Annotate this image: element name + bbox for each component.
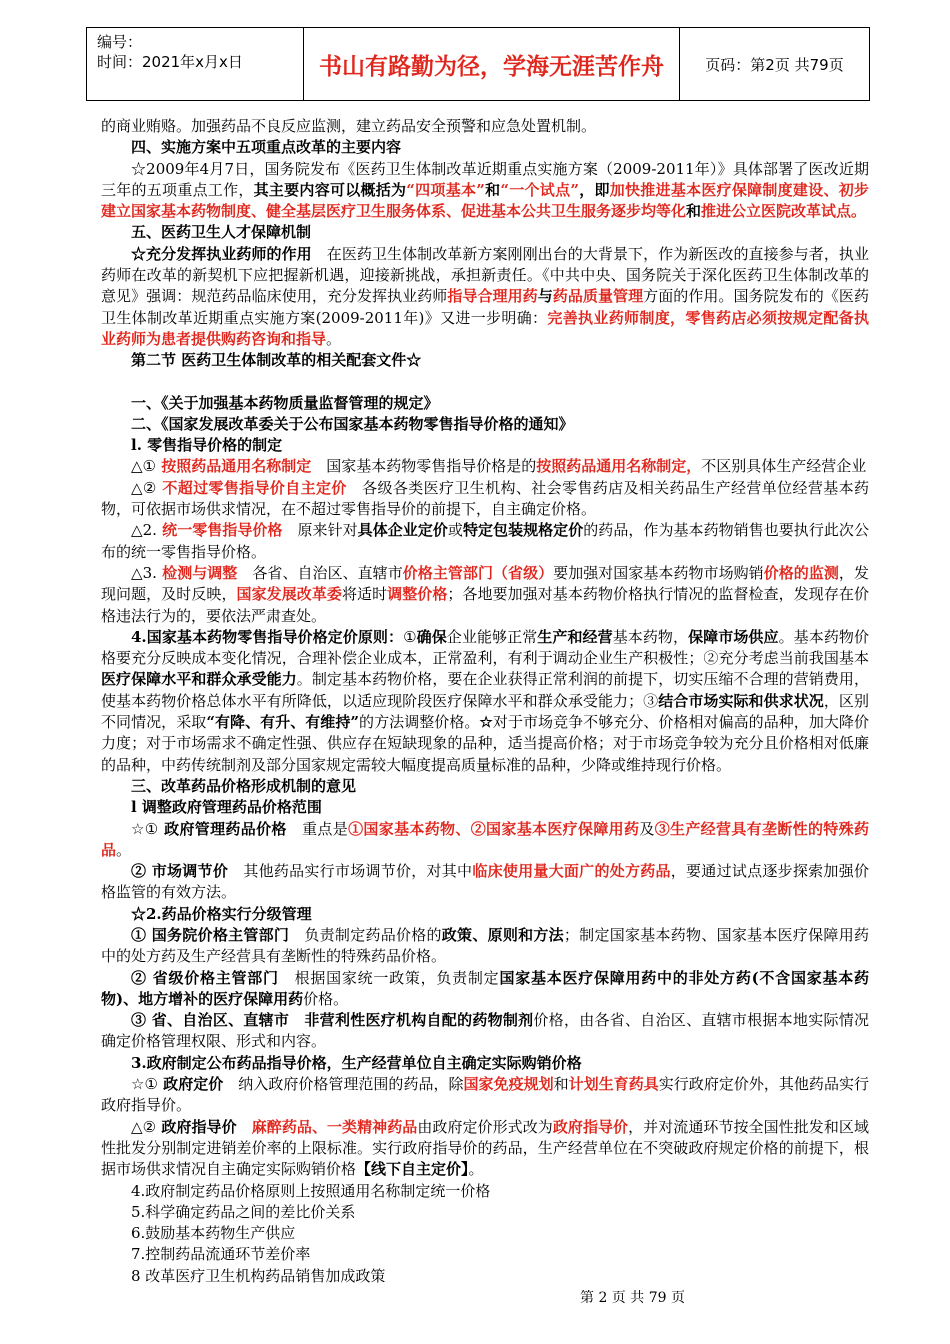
paragraph: △① 按照药品通用名称制定 国家基本药物零售指导价格是的按照药品通用名称制定，不区别具体生产经营企业 <box>131 457 867 476</box>
paragraph: ① 国务院价格主管部门 负责制定药品价格的政策、原则和方法；制定国家基本药物、国家基本医疗保障用药中的处方药及生产经营具有垄断性的特殊药品价格。 <box>101 925 869 966</box>
page-footer: 第 2 页 共 79 页 <box>580 1290 685 1306</box>
section-heading: 五、医药卫生人才保障机制 <box>131 223 312 242</box>
subsection-heading: ☆2.药品价格实行分级管理 <box>131 904 312 923</box>
paragraph: 4.国家基本药物零售指导价格定价原则：①确保企业能够正常生产和经营基本药物，保障市场供应。基本药物价格要充分反映成本变化情况，合理补偿企业成本，正常盈利，有利于调动企业生产积极性；②充分考虑当前我国基本医疗保障水平和群众承受能力。制定基本药物价格，要在企业获得正常利润的前提下，切实压缩不合理的营销费用，使基本药物价格总体水平有所降低，以适应现阶段医疗保障水平和群众承受能力；③结合市场实际和供求状况，区别不同情况，采取“有降、有升、有维持”的方法调整价格。☆对于市场竞争不够充分、价格相对偏高的品种，加大降价力度；对于市场需求不确定性强、供应存在短缺现象的品种，适当提高价格；对于市场竞争较为充分且价格相对低廉的品种，中药传统制剂及部分国家规定需较大幅度提高质量标准的品种，少降或维持现行价格。 <box>101 627 869 774</box>
paragraph: ☆① 政府管理药品价格 重点是①国家基本药物、②国家基本医疗保障用药及③生产经营具有垄断性的特殊药品。 <box>101 819 869 859</box>
header-meta <box>87 28 304 100</box>
subsection-heading: 3.政府制定公布药品指导价格，生产经营单位自主确定实际购销价格 <box>131 1053 582 1072</box>
doc-number-label: 编号： <box>97 33 143 51</box>
paragraph: △② 政府指导价 麻醉药品、一类精神药品由政府定价形式改为政府指导价，并对流通环节按全国性批发和区域性批发分别制定进销差价率的上限标准。实行政府指导价的药品，生产经营单位在不突破政府规定价格的前提下，根据市场供求情况自主确定实际购销价格【线下自主定价】。 <box>101 1117 869 1179</box>
list-item: 4.政府制定药品价格原则上按照通用名称制定统一价格 <box>131 1181 491 1200</box>
header-motto: 书山有路勤为径，学海无涯苦作舟 <box>304 28 680 100</box>
chapter-heading: 第二节 医药卫生体制改革的相关配套文件☆ <box>131 351 422 370</box>
paragraph: 的商业贿赂。加强药品不良反应监测，建立药品安全预警和应急处置机制。 <box>101 117 597 135</box>
doc-time-label: 时间：2021年x月x日 <box>97 53 243 71</box>
paragraph: △2. 统一零售指导价格 原来针对具体企业定价或特定包装规格定价的药品，作为基本药物销售也要执行此次公布的统一零售指导价格。 <box>101 521 869 561</box>
list-item: 7.控制药品流通环节差价率 <box>131 1245 311 1264</box>
section-heading: 四、实施方案中五项重点改革的主要内容 <box>131 138 402 157</box>
section-heading: 三、改革药品价格形成机制的意见 <box>131 776 357 795</box>
subsection-heading: l. 零售指导价格的制定 <box>131 436 283 455</box>
paragraph: △3. 检测与调整 各省、自治区、直辖市价格主管部门（省级）要加强对国家基本药物市场购销价格的监测，发现问题，及时反映，国家发展改革委将适时调整价格；各地要加强对基本药物价格执行情况的监督检查，发现存在价格违法行为的，要依法严肃查处。 <box>101 563 869 625</box>
document-body <box>101 116 869 1287</box>
subsection-heading: l 调整政府管理药品价格范围 <box>131 798 322 817</box>
paragraph: ② 省级价格主管部门 根据国家统一政策，负责制定国家基本医疗保障用药中的非处方药(不含国家基本药物)、地方增补的医疗保障用药价格。 <box>101 968 869 1008</box>
section-heading: 二、《国家发展改革委关于公布国家基本药物零售指导价格的通知》 <box>131 414 574 433</box>
paragraph: ③ 省、自治区、直辖市 非营利性医疗机构自配的药物制剂价格，由各省、自治区、直辖市根据本地实际情况确定价格管理权限、形式和内容。 <box>101 1011 869 1051</box>
list-item: 8 改革医疗卫生机构药品销售加成政策 <box>131 1266 386 1285</box>
paragraph: ☆2009年4月7日，国务院发布《医药卫生体制改革近期重点实施方案（2009-2011年）》具体部署了医改近期三年的五项重点工作，其主要内容可以概括为“四项基本”和“一个试点”，即加快推进基本医疗保障制度建设、初步建立国家基本药物制度、健全基层医疗卫生服务体系、促进基本公共卫生服务逐步均等化和推进公立医院改革试点。 <box>101 159 869 221</box>
paragraph: ② 市场调节价 其他药品实行市场调节价，对其中临床使用量大面广的处方药品，要通过试点逐步探索加强价格监管的有效方法。 <box>101 862 869 902</box>
list-item: 6.鼓励基本药物生产供应 <box>131 1224 296 1243</box>
section-heading: 一、《关于加强基本药物质量监督管理的规定》 <box>131 393 439 412</box>
header-page-info: 页码：第2页 共79页 <box>705 55 844 74</box>
paragraph: ☆充分发挥执业药师的作用 在医药卫生体制改革新方案刚刚出台的大背景下，作为新医改的直接参与者，执业药师在改革的新契机下应把握新机遇，迎接新挑战，承担新责任。《中共中央、国务院关于深化医药卫生体制改革的意见》强调：规范药品临床使用，充分发挥执业药师指导合理用药与药品质量管理方面的作用。国务院发布的《医药卫生体制改革近期重点实施方案(2009-2011年)》又进一步明确：完善执业药师制度，零售药店必须按规定配备执业药师为患者提供购药咨询和指导。 <box>101 244 869 348</box>
paragraph: △② 不超过零售指导价自主定价 各级各类医疗卫生机构、社会零售药店及相关药品生产经营单位经营基本药物，可依据市场供求情况，在不超过零售指导价的前提下，自主确定价格。 <box>101 478 869 519</box>
list-item: 5.科学确定药品之间的差比价关系 <box>131 1202 356 1221</box>
paragraph: ☆① 政府定价 纳入政府价格管理范围的药品，除国家免疫规划和计划生育药具实行政府定价外，其他药品实行政府指导价。 <box>101 1075 869 1115</box>
page-header <box>86 27 870 101</box>
